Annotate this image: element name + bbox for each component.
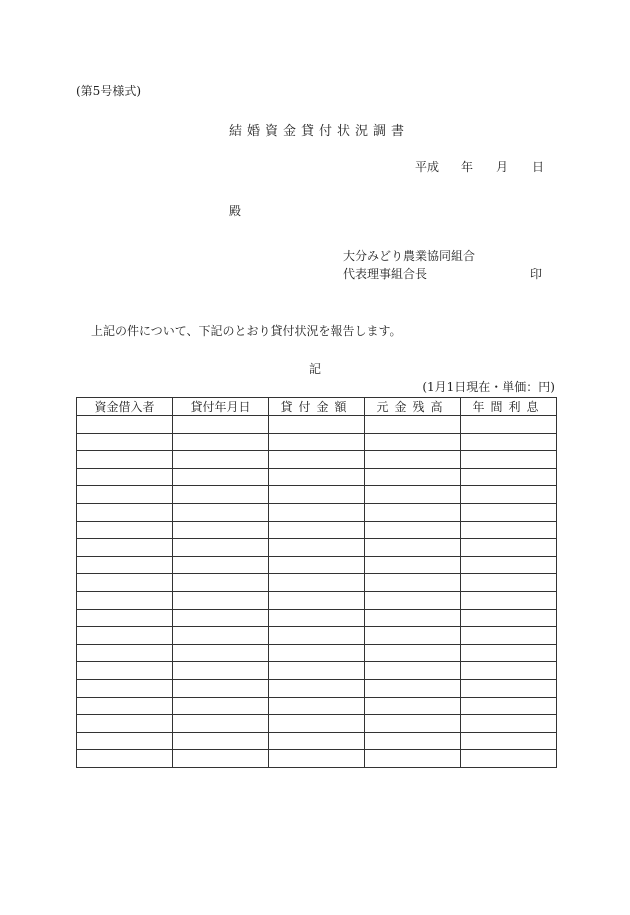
loan-date-cell[interactable]: [173, 715, 269, 733]
borrower-cell[interactable]: [77, 750, 173, 768]
unit-note: (1月1日現在・単価：円): [422, 380, 555, 394]
annual-interest-cell[interactable]: [461, 591, 557, 609]
loan-date-cell[interactable]: [173, 468, 269, 486]
principal-balance-cell[interactable]: [365, 644, 461, 662]
principal-balance-cell[interactable]: [365, 591, 461, 609]
annual-interest-cell[interactable]: [461, 556, 557, 574]
principal-balance-cell[interactable]: [365, 486, 461, 504]
header-annual-interest: 年間利息: [461, 398, 557, 416]
loan-amount-cell[interactable]: [269, 644, 365, 662]
loan-amount-cell[interactable]: [269, 732, 365, 750]
table-header-row: [77, 398, 557, 416]
loan-date-cell[interactable]: [173, 627, 269, 645]
annual-interest-cell[interactable]: [461, 503, 557, 521]
loan-date-cell[interactable]: [173, 486, 269, 504]
sender-title: 代表理事組合長: [343, 267, 428, 281]
principal-balance-cell[interactable]: [365, 732, 461, 750]
principal-balance-cell[interactable]: [365, 750, 461, 768]
loan-date-cell[interactable]: [173, 521, 269, 539]
annual-interest-cell[interactable]: [461, 679, 557, 697]
loan-date-cell[interactable]: [173, 539, 269, 557]
loan-amount-cell[interactable]: [269, 416, 365, 434]
loan-amount-cell[interactable]: [269, 750, 365, 768]
ki-heading: 記: [309, 362, 322, 376]
date-day-label: 日: [532, 160, 545, 174]
table-row: [77, 433, 557, 451]
loan-amount-cell[interactable]: [269, 609, 365, 627]
borrower-cell[interactable]: [77, 627, 173, 645]
loan-date-cell[interactable]: [173, 662, 269, 680]
principal-balance-cell[interactable]: [365, 503, 461, 521]
annual-interest-cell[interactable]: [461, 750, 557, 768]
borrower-cell[interactable]: [77, 556, 173, 574]
annual-interest-cell[interactable]: [461, 433, 557, 451]
principal-balance-cell[interactable]: [365, 609, 461, 627]
borrower-cell[interactable]: [77, 539, 173, 557]
table-row: [77, 662, 557, 680]
loan-amount-cell[interactable]: [269, 521, 365, 539]
loan-amount-cell[interactable]: [269, 503, 365, 521]
principal-balance-cell[interactable]: [365, 521, 461, 539]
table-row: [77, 644, 557, 662]
principal-balance-cell[interactable]: [365, 662, 461, 680]
date-month-label: 月: [496, 160, 509, 174]
loan-amount-cell[interactable]: [269, 679, 365, 697]
annual-interest-cell[interactable]: [461, 644, 557, 662]
table-row: [77, 416, 557, 434]
table-row: [77, 503, 557, 521]
loan-date-cell[interactable]: [173, 644, 269, 662]
borrower-cell[interactable]: [77, 503, 173, 521]
loan-date-cell[interactable]: [173, 591, 269, 609]
sender-organization: 大分みどり農業協同組合: [343, 249, 476, 263]
loan-date-cell[interactable]: [173, 416, 269, 434]
table-row: [77, 574, 557, 592]
table-row: [77, 732, 557, 750]
loan-amount-cell[interactable]: [269, 539, 365, 557]
loan-date-cell[interactable]: [173, 503, 269, 521]
header-loan-date: 貸付年月日: [173, 398, 269, 416]
borrower-cell[interactable]: [77, 416, 173, 434]
loan-date-cell[interactable]: [173, 574, 269, 592]
table-row: [77, 451, 557, 469]
loan-amount-cell[interactable]: [269, 574, 365, 592]
table-row: [77, 556, 557, 574]
annual-interest-cell[interactable]: [461, 416, 557, 434]
annual-interest-cell[interactable]: [461, 451, 557, 469]
table-row: [77, 539, 557, 557]
borrower-cell[interactable]: [77, 697, 173, 715]
table-row: [77, 750, 557, 768]
loan-date-cell[interactable]: [173, 433, 269, 451]
principal-balance-cell[interactable]: [365, 556, 461, 574]
loan-date-cell[interactable]: [173, 750, 269, 768]
principal-balance-cell[interactable]: [365, 416, 461, 434]
annual-interest-cell[interactable]: [461, 697, 557, 715]
header-loan-amount: 貸付金額: [269, 398, 365, 416]
annual-interest-cell[interactable]: [461, 732, 557, 750]
annual-interest-cell[interactable]: [461, 486, 557, 504]
annual-interest-cell[interactable]: [461, 468, 557, 486]
principal-balance-cell[interactable]: [365, 539, 461, 557]
table-row: [77, 697, 557, 715]
loan-date-cell[interactable]: [173, 556, 269, 574]
principal-balance-cell[interactable]: [365, 679, 461, 697]
table-row: [77, 486, 557, 504]
borrower-cell[interactable]: [77, 433, 173, 451]
loan-date-cell[interactable]: [173, 732, 269, 750]
borrower-cell[interactable]: [77, 679, 173, 697]
principal-balance-cell[interactable]: [365, 715, 461, 733]
principal-balance-cell[interactable]: [365, 574, 461, 592]
loan-date-cell[interactable]: [173, 679, 269, 697]
loan-amount-cell[interactable]: [269, 433, 365, 451]
borrower-cell[interactable]: [77, 486, 173, 504]
borrower-cell[interactable]: [77, 609, 173, 627]
principal-balance-cell[interactable]: [365, 697, 461, 715]
borrower-cell[interactable]: [77, 521, 173, 539]
borrower-cell[interactable]: [77, 468, 173, 486]
annual-interest-cell[interactable]: [461, 574, 557, 592]
table-row: [77, 627, 557, 645]
header-borrower: 資金借入者: [77, 398, 173, 416]
borrower-cell[interactable]: [77, 662, 173, 680]
principal-balance-cell[interactable]: [365, 433, 461, 451]
date-era: 平成: [415, 160, 440, 174]
loan-status-table: [76, 397, 557, 768]
header-principal-balance: 元金残高: [365, 398, 461, 416]
form-number: (第5号様式): [76, 84, 141, 98]
table-row: [77, 521, 557, 539]
date-year-label: 年: [461, 160, 474, 174]
annual-interest-cell[interactable]: [461, 627, 557, 645]
borrower-cell[interactable]: [77, 732, 173, 750]
annual-interest-cell[interactable]: [461, 521, 557, 539]
loan-amount-cell[interactable]: [269, 715, 365, 733]
table-row: [77, 679, 557, 697]
borrower-cell[interactable]: [77, 591, 173, 609]
borrower-cell[interactable]: [77, 574, 173, 592]
principal-balance-cell[interactable]: [365, 468, 461, 486]
seal-mark: 印: [530, 267, 543, 281]
loan-amount-cell[interactable]: [269, 697, 365, 715]
body-text: 上記の件について、下記のとおり貸付状況を報告します。: [91, 324, 402, 338]
loan-amount-cell[interactable]: [269, 662, 365, 680]
principal-balance-cell[interactable]: [365, 451, 461, 469]
annual-interest-cell[interactable]: [461, 539, 557, 557]
table-row: [77, 591, 557, 609]
annual-interest-cell[interactable]: [461, 715, 557, 733]
borrower-cell[interactable]: [77, 715, 173, 733]
loan-amount-cell[interactable]: [269, 627, 365, 645]
loan-date-cell[interactable]: [173, 451, 269, 469]
loan-amount-cell[interactable]: [269, 556, 365, 574]
borrower-cell[interactable]: [77, 644, 173, 662]
table-row: [77, 715, 557, 733]
loan-amount-cell[interactable]: [269, 486, 365, 504]
loan-amount-cell[interactable]: [269, 451, 365, 469]
loan-amount-cell[interactable]: [269, 468, 365, 486]
document-title: 結婚資金貸付状況調書: [229, 124, 410, 139]
annual-interest-cell[interactable]: [461, 662, 557, 680]
table-row: [77, 468, 557, 486]
addressee-suffix: 殿: [229, 204, 242, 218]
table-body: [77, 416, 557, 768]
loan-amount-cell[interactable]: [269, 591, 365, 609]
loan-date-cell[interactable]: [173, 609, 269, 627]
borrower-cell[interactable]: [77, 451, 173, 469]
principal-balance-cell[interactable]: [365, 627, 461, 645]
table-row: [77, 609, 557, 627]
annual-interest-cell[interactable]: [461, 609, 557, 627]
loan-date-cell[interactable]: [173, 697, 269, 715]
